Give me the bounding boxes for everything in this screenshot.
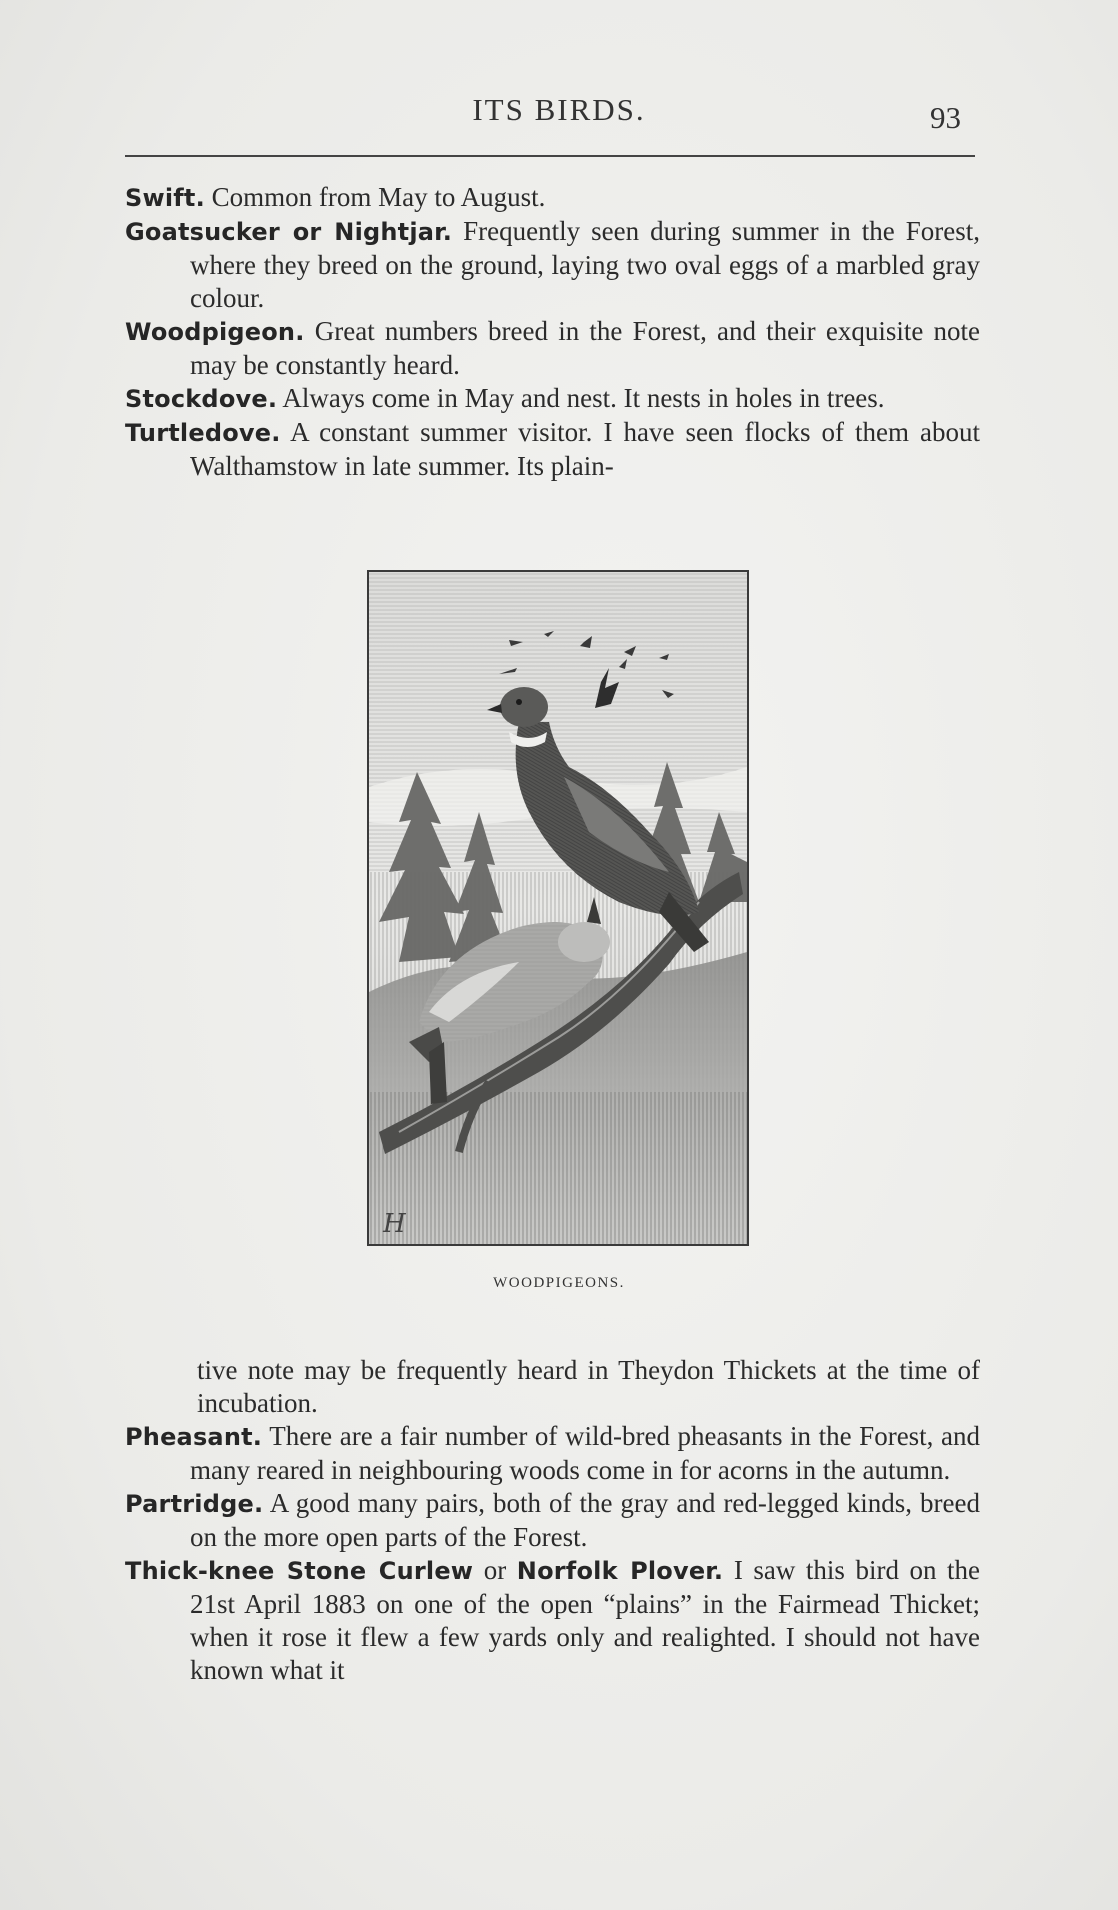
entry-partridge bbox=[125, 1487, 980, 1554]
entry-term-alt: Norfolk Plover. bbox=[516, 1557, 724, 1585]
entry-term: Stockdove. bbox=[125, 385, 278, 413]
entry-text: I saw this bird on the 21st April 1883 on one of the open “plains” in the Fairmead Thicket; when it rose it flew a few yards only and realighted. I should not have known what it bbox=[190, 1555, 981, 1685]
entry-term: Woodpigeon. bbox=[125, 318, 305, 346]
header-rule bbox=[125, 155, 975, 157]
entry-turtledove bbox=[125, 416, 980, 483]
entry-stockdove bbox=[125, 382, 980, 416]
entry-text: Frequently seen during summer in the Forest, where they breed on the ground, laying two oval eggs of a marbled gray colour. bbox=[190, 216, 981, 313]
entry-or-word: or bbox=[483, 1555, 507, 1585]
entry-text: A good many pairs, both of the gray and red-legged kinds, breed on the more open parts of the Forest. bbox=[190, 1488, 980, 1552]
entry-stone-curlew bbox=[125, 1554, 980, 1687]
entry-term: Pheasant. bbox=[125, 1423, 263, 1451]
page-number: 93 bbox=[930, 100, 961, 135]
entry-term: Partridge. bbox=[125, 1490, 264, 1518]
entry-text: A constant summer visitor. I have seen flocks of them about Walthamstow in late summer. Its plain- bbox=[190, 417, 980, 481]
entry-swift bbox=[125, 181, 980, 215]
engraving-svg bbox=[369, 572, 747, 1244]
entry-term: Thick-knee Stone Curlew bbox=[125, 1557, 474, 1585]
entry-term: Swift. bbox=[125, 184, 205, 212]
entry-text: There are a fair number of wild-bred pheasants in the Forest, and many reared in neighbouring woods come in for acorns in the autumn. bbox=[190, 1421, 980, 1485]
entry-text: Great numbers breed in the Forest, and their exquisite note may be constantly heard. bbox=[190, 316, 981, 380]
entry-text: Always come in May and nest. It nests in holes in trees. bbox=[282, 383, 885, 413]
entry-pheasant bbox=[125, 1420, 980, 1487]
turtledove-continuation: tive note may be frequently heard in Theydon Thickets at the time of incubation. bbox=[197, 1355, 980, 1418]
entry-woodpigeon bbox=[125, 315, 980, 382]
entry-term: Turtledove. bbox=[125, 419, 281, 447]
running-head: ITS BIRDS. bbox=[472, 92, 646, 127]
entry-term: Goatsucker or Nightjar. bbox=[125, 218, 453, 246]
artist-initials: H bbox=[383, 1209, 406, 1239]
entry-goatsucker bbox=[125, 215, 980, 315]
entries-bottom bbox=[125, 1354, 980, 1687]
entry-text: Common from May to August. bbox=[211, 182, 546, 212]
woodpigeons-illustration bbox=[367, 570, 749, 1246]
figure-caption: WOODPIGEONS. bbox=[493, 1275, 625, 1291]
entries-top bbox=[125, 181, 980, 483]
